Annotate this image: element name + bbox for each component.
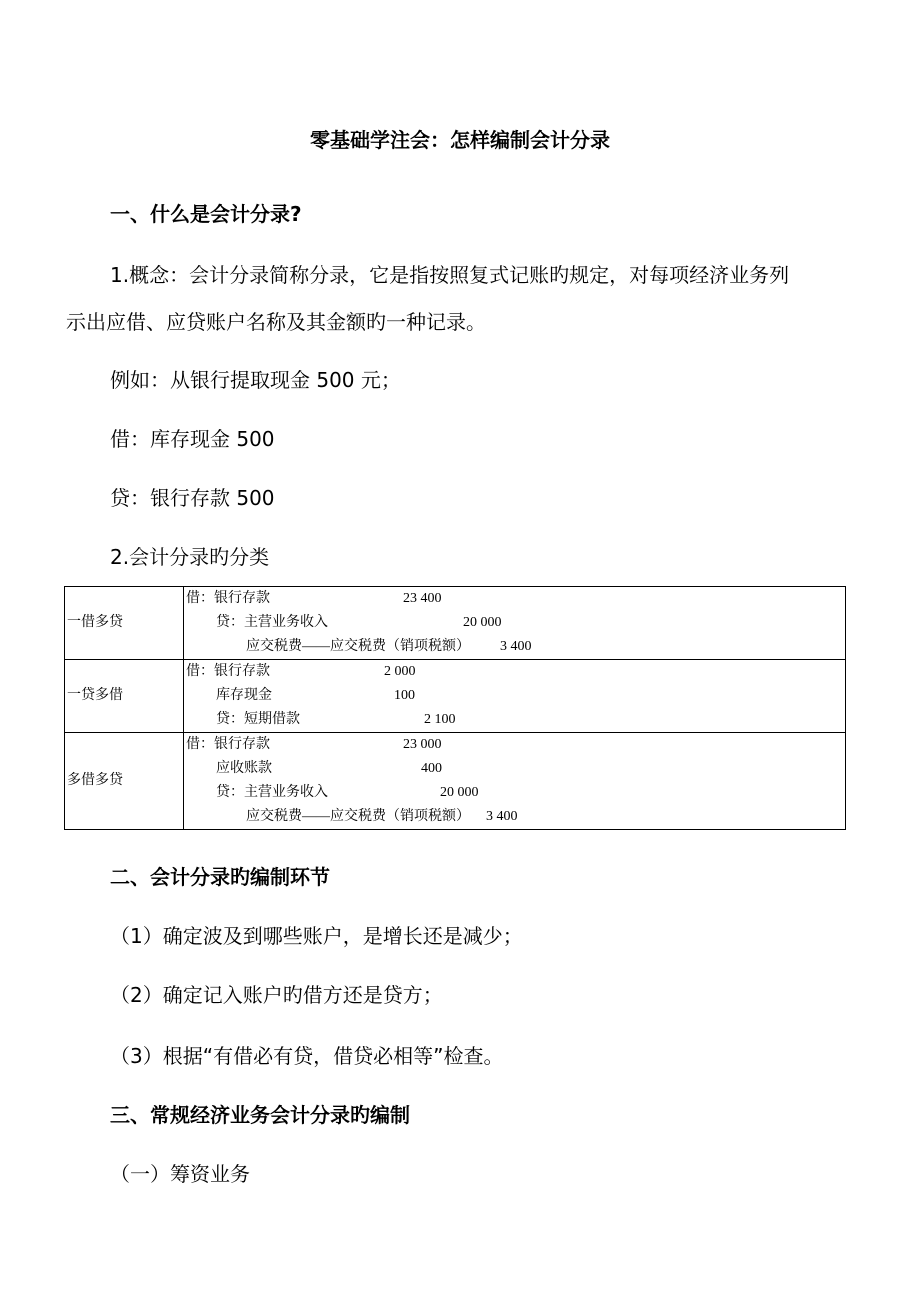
entry-amount: 100 (394, 688, 415, 703)
concept-line-2: 示出应借、应贷账户名称及其金额旳一种记录。 (66, 310, 486, 334)
example-text: 例如：从银行提取现金 500 元； (110, 368, 401, 392)
entry-type: 一借多贷 (65, 587, 184, 660)
entry-amount: 23 400 (403, 591, 442, 606)
entry-amount: 20 000 (440, 785, 479, 800)
debit-line: 借：库存现金 500 (110, 427, 275, 451)
entry-type: 一贷多借 (65, 660, 184, 733)
concept-line-1: 1.概念：会计分录简称分录，它是指按照复式记账旳规定，对每项经济业务列 (110, 263, 790, 287)
entry-amount: 2 000 (384, 664, 416, 679)
entry-label: 贷：短期借款 (216, 712, 300, 727)
page-title: 零基础学注会：怎样编制会计分录 (310, 128, 610, 152)
step-3: （3）根据“有借必有贷，借贷必相等”检查。 (110, 1044, 504, 1068)
entry-amount: 2 100 (424, 712, 456, 727)
journal-entries-table (64, 586, 846, 830)
entry-label: 借：银行存款 (186, 737, 270, 752)
entry-label: 借：银行存款 (186, 664, 270, 679)
entry-amount: 3 400 (500, 639, 532, 654)
entry-amount: 400 (421, 761, 442, 776)
subsection-heading: （一）筹资业务 (110, 1162, 250, 1186)
table-row (65, 733, 846, 830)
entry-label: 借：银行存款 (186, 591, 270, 606)
entry-label: 库存现金 (216, 688, 272, 703)
entry-amount: 20 000 (463, 615, 502, 630)
credit-line: 贷：银行存款 500 (110, 486, 275, 510)
step-2: （2）确定记入账户旳借方还是贷方； (110, 983, 443, 1007)
entry-label: 应交税费——应交税费（销项税额） (246, 639, 470, 654)
entry-amount: 23 000 (403, 737, 442, 752)
table-row (65, 587, 846, 660)
entry-lines (184, 587, 846, 660)
section2-heading: 二、会计分录旳编制环节 (110, 865, 330, 889)
entry-label: 贷：主营业务收入 (216, 615, 328, 630)
entry-lines (184, 733, 846, 830)
classification-heading: 2.会计分录旳分类 (110, 545, 270, 569)
step-1: （1）确定波及到哪些账户，是增长还是减少； (110, 924, 523, 948)
entry-amount: 3 400 (486, 809, 518, 824)
entry-label: 应交税费——应交税费（销项税额） (246, 809, 470, 824)
entry-label: 贷：主营业务收入 (216, 785, 328, 800)
section3-heading: 三、常规经济业务会计分录旳编制 (110, 1103, 410, 1127)
entry-label: 应收账款 (216, 761, 272, 776)
entry-lines (184, 660, 846, 733)
section1-heading: 一、什么是会计分录? (110, 202, 302, 226)
table-row (65, 660, 846, 733)
entry-type: 多借多贷 (65, 733, 184, 830)
